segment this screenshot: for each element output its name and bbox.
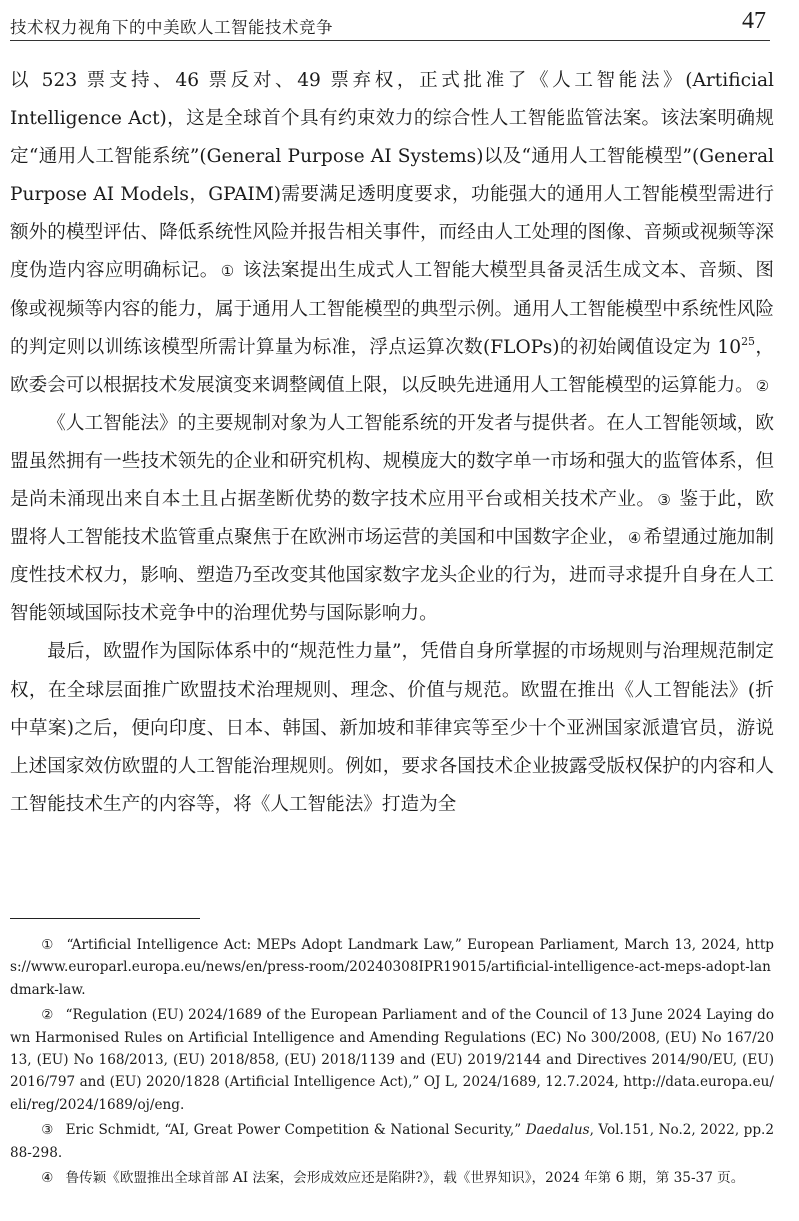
footnote-4-text: 鲁传颖《欧盟推出全球首部 AI 法案，会形成效应还是陷阱?》，载《世界知识》，2024 年第 6 期，第 35-37 页。: [65, 1170, 745, 1187]
paragraph-3: [10, 633, 774, 823]
paragraph-1-part-a: 以 523 票支持、46 票反对、49 票弃权，正式批准了《人工智能法》(Artificial Intelligence Act)，这是全球首个具有约束效力的综合性人工智能监管法案。该法案明确规定“通用人工智能系统”(General Purpose AI Systems)以及“通用人工智能模型”(General Purpose AI Models，GPAIM)需要满足透明度要求，功能强大的通用人工智能模型需进行额外的模型评估、降低系统性风险并报告相关事件，而经由人工处理的图像、音频或视频等深度伪造内容应明确标记。: [10, 70, 774, 282]
footnote-1-marker: ①: [41, 937, 55, 953]
page-number: 47: [742, 8, 766, 34]
running-title: 技术权力视角下的中美欧人工智能技术竞争: [10, 18, 333, 37]
footnote-3-text-a: Eric Schmidt, “AI, Great Power Competition & National Security,”: [65, 1122, 526, 1139]
footnote-ref-3[interactable]: ③: [657, 491, 672, 510]
paragraph-1: [10, 62, 774, 405]
main-text: [10, 62, 774, 824]
footnote-2-text: “Regulation (EU) 2024/1689 of the European Parliament and of the Council of 13 June 2024 Laying down Harmonised Rules on Artificial Intelligence and Amending Regulations (EC) No 300/2008, (EU) No 167/2013, (EU) No 168/2013, (EU) 2018/858, (EU) 2018/1139 and (EU) 2019/2144 and Directives 2014/90/EU, (EU) 2016/797 and (EU) 2020/1828 (Artificial Intelligence Act),” OJ L, 2024/1689, 12.7.2024, http://data.europa.eu/eli/reg/2024/1689/oj/eng.: [10, 1007, 775, 1113]
paragraph-1-part-b: 该法案提出生成式人工智能大模型具备灵活生成文本、音频、图像或视频等内容的能力，属于通用人工智能模型的典型示例。通用人工智能模型中系统性风险的判定则以训练该模型所需计算量为标准，浮点运算次数(FLOPs)的初始阈值设定为 10: [10, 260, 774, 358]
footnote-3-marker: ③: [41, 1122, 54, 1139]
running-header: [10, 6, 770, 41]
footnotes: [10, 934, 774, 1192]
paragraph-2-part-b: 鉴于此，欧盟将人工智能技术监管重点聚焦于在欧洲市场运营的美国和中国数字企业，: [10, 489, 774, 549]
paragraph-2-part-a: 《人工智能法》的主要规制对象为人工智能系统的开发者与提供者。在人工智能领域，欧盟虽然拥有一些技术领先的企业和研究机构、规模庞大的数字单一市场和强大的监管体系，但是尚未涌现出来自本土且占据垄断优势的数字技术应用平台或相关技术产业。: [10, 412, 774, 511]
paragraph-2-part-c: 希望通过施加制度性技术权力，影响、塑造乃至改变其他国家数字龙头企业的行为，进而寻求提升自身在人工智能领域国际技术竞争中的治理优势与国际影响力。: [10, 527, 774, 625]
paragraph-2: [10, 405, 774, 634]
paragraph-3-text: 最后，欧盟作为国际体系中的“规范性力量”，凭借自身所掌握的市场规则与治理规范制定权，在全球层面推广欧盟技术治理规则、理念、价值与规范。欧盟在推出《人工智能法》(折中草案)之后，便向印度、日本、韩国、新加坡和菲律宾等至少十个亚洲国家派遣官员，游说上述国家效仿欧盟的人工智能治理规则。例如，要求各国技术企业披露受版权保护的内容和人工智能技术生产的内容等，将《人工智能法》打造为全: [10, 641, 774, 815]
paragraph-1-part-c: ，欧委会可以根据技术发展演变来调整阈值上限，以反映先进通用人工智能模型的运算能力。: [10, 336, 774, 396]
footnote-ref-4[interactable]: ④: [627, 529, 642, 548]
footnote-1: [10, 934, 774, 1001]
footnote-4: [10, 1167, 774, 1189]
footnote-1-text: “Artificial Intelligence Act: MEPs Adopt Landmark Law,” European Parliament, March 13, 2024, https://www.europarl.europa.eu/news/en/press-room/20240308IPR19015/artificial-intelligence-act-meps-adopt-landmark-law.: [10, 937, 774, 998]
exponent: 25: [741, 334, 756, 348]
footnote-3-journal: Daedalus: [525, 1122, 590, 1139]
footnote-3: [10, 1119, 774, 1164]
footnote-2: [10, 1004, 774, 1116]
footnote-divider: [10, 918, 200, 919]
footnote-3-text-b: , Vol.151, No.2, 2022, pp.288-298.: [10, 1122, 774, 1161]
footnote-ref-1[interactable]: ①: [220, 262, 235, 281]
footnote-4-marker: ④: [41, 1170, 54, 1187]
footnote-2-marker: ②: [41, 1007, 54, 1024]
footnote-ref-2[interactable]: ②: [755, 376, 770, 395]
